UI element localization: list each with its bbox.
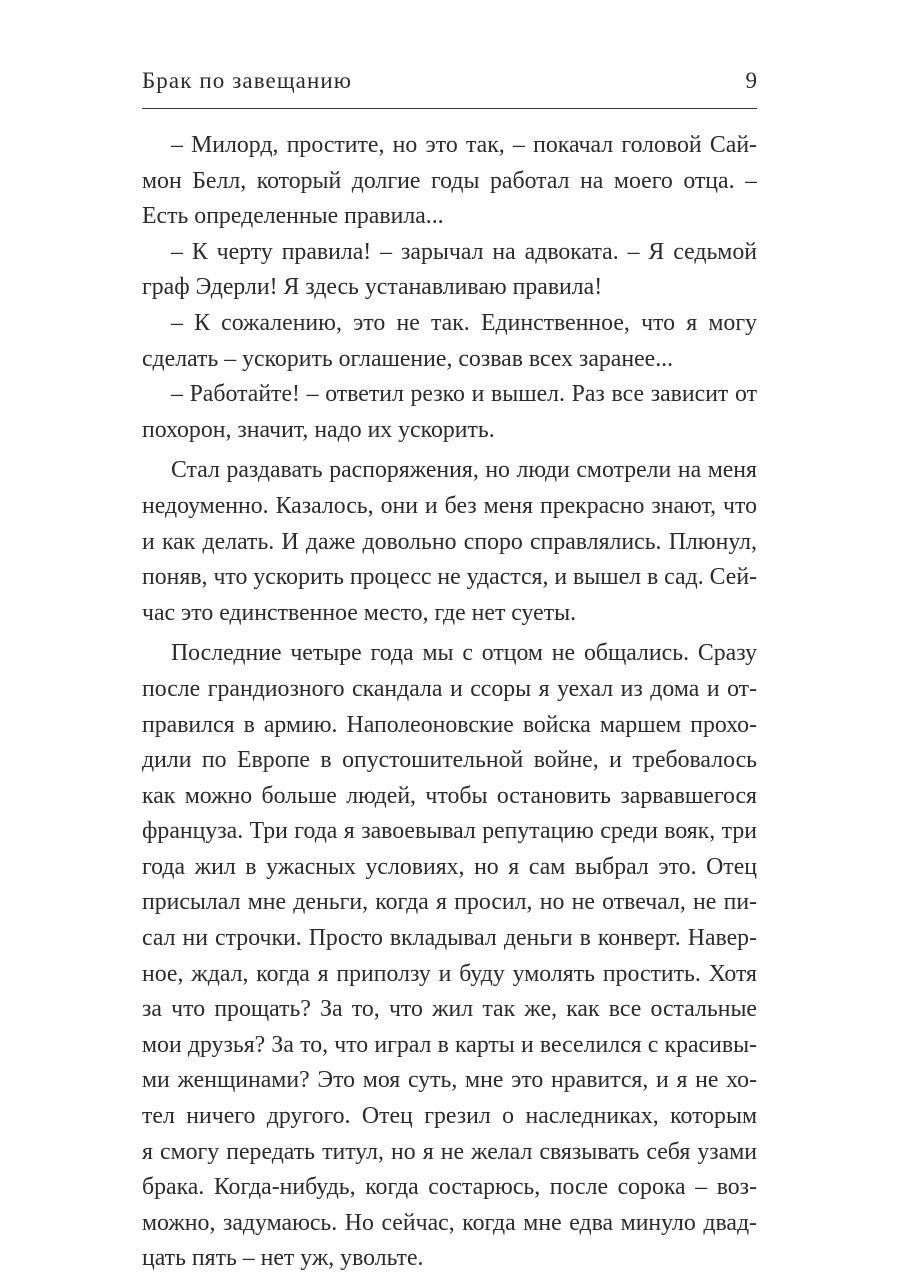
text-line: поняв, что ускорить процесс не удастся, и вышел в сад. Сей- [142, 564, 757, 591]
text-line: – К черту правила! – зарычал на адвоката. – Я седьмой [171, 238, 757, 265]
page-number: 9 [745, 68, 757, 93]
text-line: тел ничего другого. Отец грезил о наследниках, которым [142, 1103, 757, 1130]
paragraph [142, 306, 757, 377]
text-line: присылал мне деньги, когда я просил, но не отвечал, не пи- [142, 889, 757, 916]
text-line: сделать – ускорить оглашение, созвав всех заранее... [142, 345, 674, 372]
text-line: я смогу передать титул, но я не желал связывать себя узами [142, 1138, 757, 1165]
text-line: и как делать. И даже довольно споро справлялись. Плюнул, [142, 528, 757, 555]
text-line: после грандиозного скандала и ссоры я уехал из дома и от- [142, 675, 757, 702]
text-line: брака. Когда-нибудь, когда состарюсь, после сорока – воз- [142, 1174, 757, 1201]
text-line: дили по Европе в опустошительной войне, и требовалось [142, 747, 757, 774]
running-header [142, 64, 757, 109]
paragraph [142, 377, 757, 448]
paragraph [142, 453, 757, 631]
text-line: Стал раздавать распоряжения, но люди смотрели на меня [171, 457, 757, 484]
text-line: цать пять – нет уж, увольте. [142, 1245, 424, 1272]
text-line: мон Белл, который долгие годы работал на моего отца. – [142, 167, 757, 194]
text-line: ное, ждал, когда я приползу и буду умолять простить. Хотя [142, 960, 757, 987]
text-line: час это единственное место, где нет суеты. [142, 599, 577, 626]
body-text [142, 128, 757, 1277]
text-line: сал ни строчки. Просто вкладывал деньги в конверт. Навер- [142, 925, 757, 952]
text-line: Последние четыре года мы с отцом не общались. Сразу [171, 640, 757, 667]
text-line: года жил в ужасных условиях, но я сам выбрал это. Отец [142, 853, 757, 880]
text-line: – К сожалению, это не так. Единственное, что я могу [171, 309, 757, 336]
text-line: – Милорд, простите, но это так, – покачал головой Сай- [171, 132, 757, 158]
text-line: похорон, значит, надо их ускорить. [142, 416, 495, 443]
text-line: – Работайте! – ответил резко и вышел. Раз все зависит от [171, 381, 757, 408]
paragraph [142, 235, 757, 306]
text-line: граф Эдерли! Я здесь устанавливаю правила! [142, 274, 603, 301]
text-line: правился в армию. Наполеоновские войска маршем прохо- [142, 711, 757, 738]
text-line: француза. Три года я завоевывал репутацию среди вояк, три [142, 818, 757, 845]
text-line: за что прощать? За то, что жил так же, как все остальные [142, 996, 757, 1023]
paragraph [142, 636, 757, 1277]
text-line: Есть определенные правила... [142, 203, 444, 230]
text-line: мои друзья? За то, что играл в карты и веселился с красивы- [142, 1031, 757, 1058]
text-line: можно, задумаюсь. Но сейчас, когда мне едва минуло двад- [142, 1209, 757, 1236]
paragraph [142, 128, 757, 235]
text-line: недоуменно. Казалось, они и без меня прекрасно знают, что [142, 492, 757, 519]
text-line: ми женщинами? Это моя суть, мне это нравится, и я не хо- [142, 1067, 757, 1094]
text-line: как можно больше людей, чтобы остановить зарвавшегося [142, 782, 757, 809]
book-title: Брак по завещанию [142, 68, 353, 93]
